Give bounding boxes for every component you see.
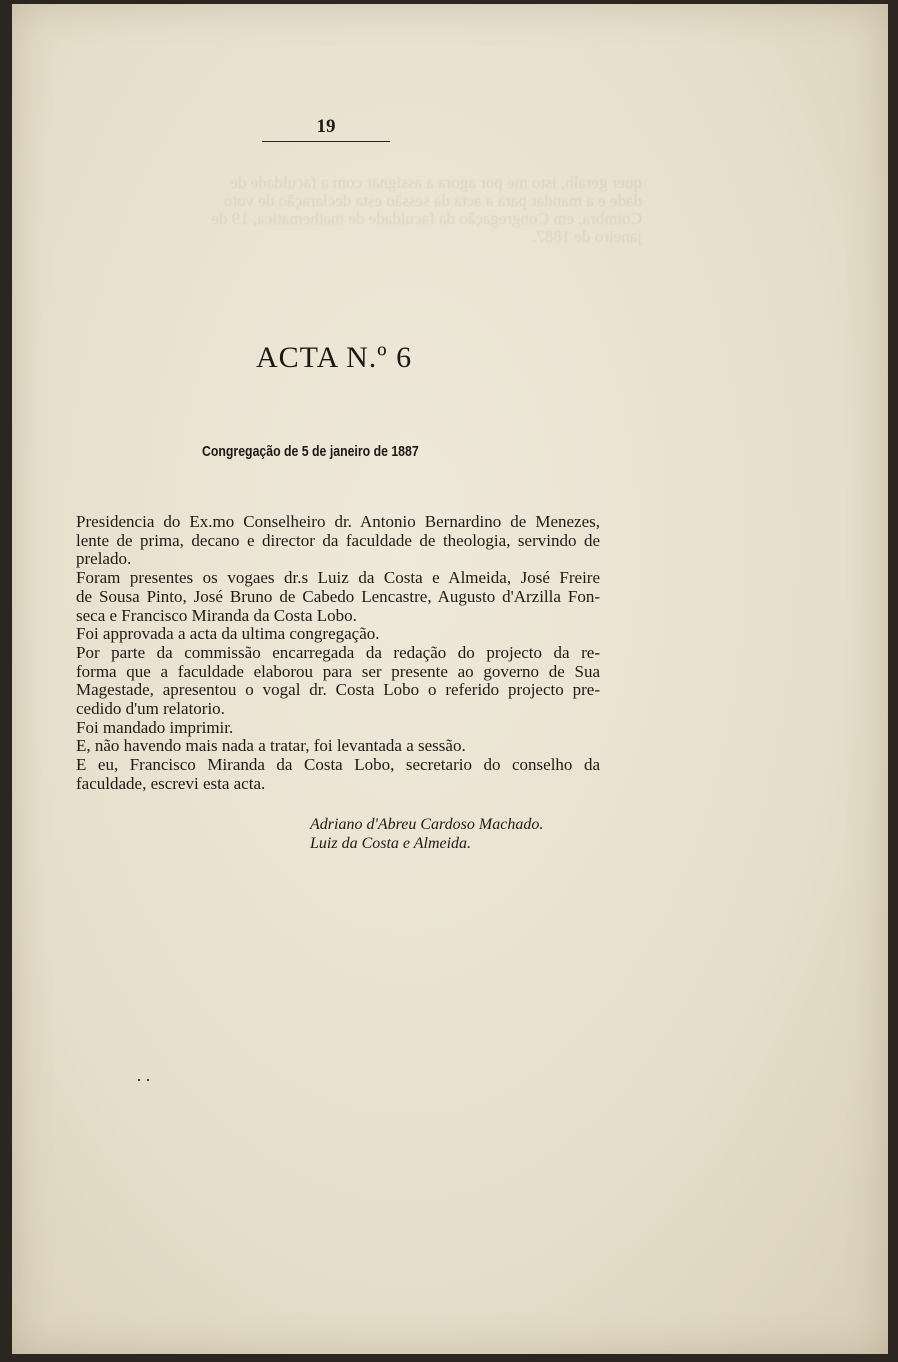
show-through-text: quer geralh, isto me por agora a assignar com a faculdade de dade e a mandar para a acta da sessão esta declaração de voto Coimbra, em Congregação da faculdade de mathematica, 19 de janeiro de 1887. xyxy=(211,173,642,246)
stray-marks: ·· xyxy=(136,1070,154,1090)
signature-line: Adriano d'Abreu Cardoso Machado. xyxy=(310,816,544,833)
header-rule xyxy=(262,141,390,142)
body-line: cedido d'um relatorio. xyxy=(76,699,225,719)
session-subtitle: Congregação de 5 de janeiro de 1887 xyxy=(202,443,419,460)
body-line: forma que a faculdade elaborou para ser presente ao governo de Sua xyxy=(76,661,600,681)
page-number: 19 xyxy=(316,116,336,137)
body-line: de Sousa Pinto, José Bruno de Cabedo Lencastre, Augusto d'Arzilla Fon- xyxy=(76,586,600,606)
body-line: seca e Francisco Miranda da Costa Lobo. xyxy=(76,605,357,625)
body-line: faculdade, escrevi esta acta. xyxy=(76,773,266,793)
body-line: Magestade, apresentou o vogal dr. Costa Lobo o referido projecto pre- xyxy=(76,680,600,700)
signature-block xyxy=(310,815,543,853)
body-line: Foi mandado imprimir. xyxy=(76,717,234,737)
body-line: lente de prima, decano e director da faculdade de theologia, servindo de xyxy=(76,530,600,550)
body-line: E, não havendo mais nada a tratar, foi levantada a sessão. xyxy=(76,736,466,756)
body-line: E eu, Francisco Miranda da Costa Lobo, secretario do conselho da xyxy=(76,755,600,775)
body-line: Foi approvada a acta da ultima congregação. xyxy=(76,624,380,644)
body-line: Foram presentes os vogaes dr.s Luiz da Costa e Almeida, José Freire xyxy=(76,568,600,588)
signature-line: Luiz da Costa e Almeida. xyxy=(310,835,472,852)
document-page xyxy=(12,4,888,1354)
minutes-body xyxy=(76,513,600,794)
page-title: ACTA N.º 6 xyxy=(256,341,413,374)
body-line: Presidencia do Ex.mo Conselheiro dr. Antonio Bernardino de Menezes, xyxy=(76,512,600,531)
body-line: prelado. xyxy=(76,549,132,569)
body-line: Por parte da commissão encarregada da redação do projecto da re- xyxy=(76,642,600,662)
